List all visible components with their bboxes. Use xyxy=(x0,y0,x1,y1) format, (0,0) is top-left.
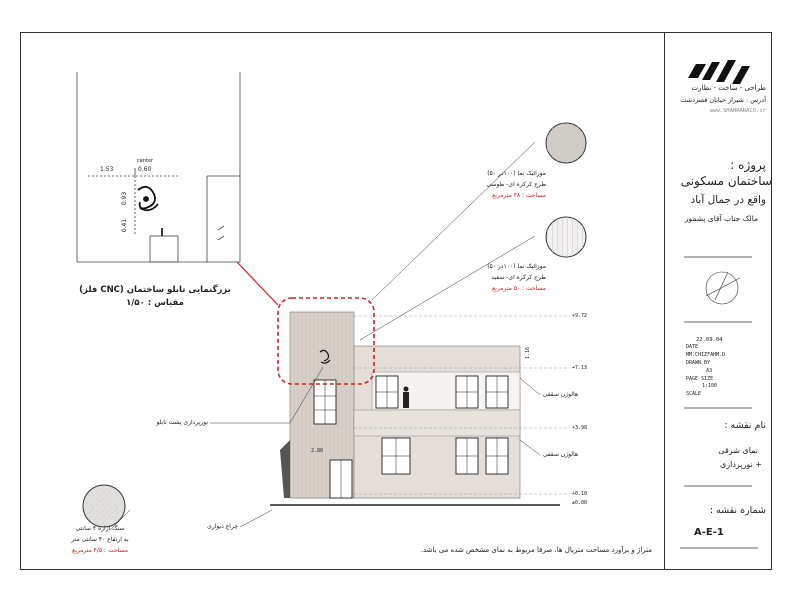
level-top: +9.72 xyxy=(572,313,588,319)
east-elevation xyxy=(110,142,570,530)
project-label: پروژه : xyxy=(730,158,766,172)
sign-glyph-detail xyxy=(138,187,158,210)
scale-label: SCALE xyxy=(686,391,702,397)
dim-height: 0.93 xyxy=(121,191,129,206)
material-2-name: موزائیک نما (۱۰۰در ۵۰) xyxy=(487,263,546,270)
parapet-dim: 1.16 xyxy=(525,346,532,360)
level-1: +3.98 xyxy=(572,425,588,431)
project-location: واقع در جمال آباد xyxy=(690,194,766,206)
material-3-area: مساحت : ۴/۵ مترمربع xyxy=(72,547,128,554)
company-address: آدرس : شیراز خیابان قصردشت xyxy=(680,96,766,104)
label-halogen-bottom: هالوژن سقفی xyxy=(542,451,578,458)
label-halogen-top: هالوژن سقفی xyxy=(542,391,578,398)
material-3-name: سنگ ازاره ۴ سانتی xyxy=(75,525,125,532)
level-ground: ±0.00 xyxy=(572,500,588,506)
company-website: www.SHAHRARACO.ir xyxy=(709,108,766,114)
material-3-pattern: به ارتفاع ۴۰ سانتی متر xyxy=(71,536,129,543)
level-2: +7.13 xyxy=(572,365,588,371)
material-2-pattern: طرح کرکره ای- سفید xyxy=(491,274,546,281)
material-1-pattern: طرح کرکره ای- طوسی xyxy=(486,181,546,188)
material-2-area: مساحت : ۵۰ مترمربع xyxy=(492,285,546,292)
project-owner: مالک جناب آقای پشمور xyxy=(684,214,758,223)
material-1-area: مساحت : ۴۸ مترمربع xyxy=(492,192,546,199)
drawn-by-value: MM.CHIZFAHM.D xyxy=(686,352,726,358)
date-value: 22.09.04 xyxy=(696,337,723,343)
label-sign-light: نورپردازی پشت تابلو xyxy=(156,419,208,426)
page-size-value: A3 xyxy=(706,368,713,374)
page-size-label: PAGE SIZE xyxy=(686,376,714,382)
door-dim: 2.80 xyxy=(311,448,324,454)
material-1-name: موزائیک نما (۱۰۰در ۵۰) xyxy=(487,170,546,177)
map-number-label: شماره نقشه : xyxy=(709,505,766,516)
dim-bottom: 0.41 xyxy=(121,218,129,233)
dim-center-label: center xyxy=(137,158,154,164)
dim-width: 0.60 xyxy=(138,166,152,173)
footer-note: متراژ و برآورد مساحت متریال ها، صرفا مربوط به نمای مشخص شده می باشد. xyxy=(420,546,652,554)
detail-title: بزرگنمایی تابلو ساختمان (CNC فلز) xyxy=(79,285,231,295)
drawn-by-label: DRAWN BY xyxy=(686,360,711,366)
company-services: طراحی - ساخت - نظارت xyxy=(691,84,766,92)
project-name: ساختمان مسکونی xyxy=(680,174,772,188)
scale-value: 1:100 xyxy=(702,383,718,389)
detail-scale: مقیاس : ۱/۵۰ xyxy=(126,298,184,308)
level-0: +0.10 xyxy=(572,491,588,497)
label-wall-lamp: چراغ دیواری xyxy=(207,523,238,530)
date-label: DATE xyxy=(686,344,699,350)
map-name-label: نام نقشه : xyxy=(724,420,766,431)
map-name-1: نمای شرقی xyxy=(718,446,758,455)
titleblock-frame xyxy=(680,60,758,548)
map-name-2: + نورپردازی xyxy=(719,460,762,469)
dim-left: 1.53 xyxy=(100,166,114,173)
map-number: A-E-1 xyxy=(694,527,724,538)
